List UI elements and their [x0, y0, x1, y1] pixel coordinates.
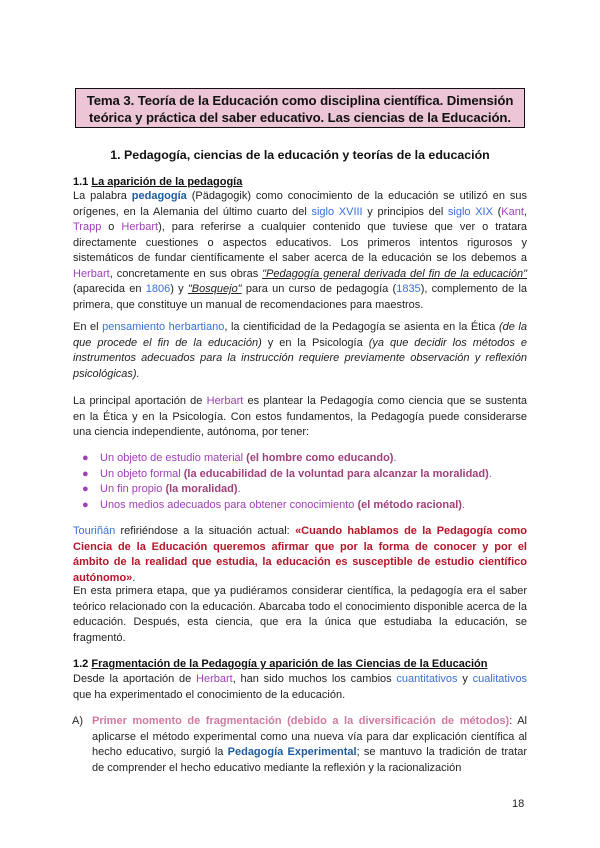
text: para un curso de pedagogía (: [241, 283, 397, 295]
subsection-heading-1-2: [73, 658, 488, 670]
name-herbart: Herbart: [121, 221, 159, 233]
page-number: 18: [512, 798, 525, 810]
paragraph-3: [73, 394, 527, 441]
text: .: [237, 483, 241, 495]
text: , la cientificidad de la Pedagogía se asienta en la Ética: [224, 321, 499, 333]
text: , concretamente en sus obras: [109, 267, 263, 280]
subsection-heading-1-1: [73, 176, 242, 188]
list-marker: A): [72, 715, 83, 727]
ordered-item-a: [72, 714, 528, 776]
term-pedagogia-experimental: Pedagogía Experimental: [227, 746, 357, 758]
subsection-title: La aparición de la pedagogía: [91, 176, 243, 188]
text: , han sido muchos los cambios: [232, 673, 397, 685]
text: Un objeto formal: [100, 467, 184, 480]
paragraph-2: [73, 320, 527, 382]
term-cuantitativos: cuantitativos: [396, 673, 458, 685]
bullet-icon: ●: [82, 498, 89, 511]
chapter-title-box: [75, 88, 525, 128]
text: .: [132, 571, 136, 584]
list-item: [80, 451, 520, 467]
paragraph-1: [73, 189, 527, 313]
text: : Al aplicarse el método experimental como una nueva vía para dar explicación científica al hecho educativo, surgió la: [92, 715, 527, 758]
text: La palabra: [73, 190, 132, 202]
text: Desde la aportación de: [73, 673, 197, 685]
text: ), para referirse a cualquier contenido que tuviese que ver o tratara directamente cuestiones o aspectos educativos. Los primeros intentos rigurosos y sistemáticos de fundar científicamente el saber acerca de la educación se los debemos a: [73, 221, 527, 264]
text: (Pädagogik) como conocimiento de la educación se utilizó en sus orígenes, en la Alemania del último cuarto del: [73, 190, 527, 218]
text: (aparecida en: [73, 283, 146, 295]
term-siglo-xix: siglo XIX: [447, 205, 493, 218]
text: En el: [73, 321, 103, 333]
italic-note: (ya que decidir los métodos e instrumentos adecuados para la instrucción requiere previamente observación y reflexión psicológicas).: [73, 336, 527, 380]
text: es plantear la Pedagogía como ciencia que se sustenta en la Ética y en la Psicología. Con estos fundamentos, la Pedagogía puede considerarse una ciencia independiente, autónoma, por tener:: [73, 395, 527, 438]
text: .: [461, 498, 466, 511]
bold-text: (el método racional): [357, 498, 462, 511]
work-title-1: "Pedagogía general derivada del fin de la educación": [262, 267, 527, 280]
bullet-icon: ●: [82, 467, 89, 480]
text: (: [492, 205, 502, 218]
text: ) y: [170, 283, 188, 295]
term-pensamiento-herbartiano: pensamiento herbartiano: [102, 321, 225, 333]
item-heading: Primer momento de fragmentación (debido a la diversificación de métodos): [92, 715, 510, 727]
name-kant: Kant: [501, 205, 524, 218]
text: o: [101, 221, 122, 233]
subsection-number: 1.2: [73, 658, 89, 670]
bold-text: (el hombre como educando): [246, 452, 394, 464]
name-trapp: Trapp: [73, 221, 102, 233]
text: y: [457, 673, 473, 685]
bullet-list: [80, 451, 520, 513]
paragraph-6: [73, 672, 527, 703]
name-herbart: Herbart: [73, 267, 110, 280]
text: .: [488, 467, 492, 480]
name-tourinan: Touriñán: [73, 525, 116, 537]
term-pedagogia: pedagogía: [131, 190, 187, 202]
text: ,: [523, 205, 527, 218]
paragraph-5: En esta primera etapa, que ya pudiéramos considerar científica, la pedagogía era el saber teórico relacionado con la educación. Abarcaba todo el conocimiento disponible acerca de la educación. Después, esta ciencia, que era la única que estudiaba la educación, se fragmentó.: [73, 585, 527, 644]
text: ; se mantuvo la tradición de tratar de comprender el hecho educativo mediante la reflexión y la racionalización: [92, 746, 528, 774]
year-1835: 1835: [396, 283, 421, 295]
list-item: [80, 482, 520, 498]
text: y en la Psicología: [261, 336, 369, 349]
name-herbart: Herbart: [196, 673, 233, 685]
list-item: [80, 498, 520, 514]
bold-text: (la educabilidad de la voluntad para alcanzar la moralidad): [183, 467, 489, 480]
subsection-title: Fragmentación de la Pedagogía y aparición de las Ciencias de la Educación: [91, 658, 488, 670]
paragraph-4: [73, 524, 527, 586]
bold-text: (la moralidad): [165, 483, 238, 495]
text: La principal aportación de: [73, 395, 207, 407]
list-item: [80, 467, 520, 483]
italic-note: (de la que procede el fin de la educación): [73, 321, 527, 349]
term-siglo-xviii: siglo XVIII: [311, 205, 363, 218]
section-heading: 1. Pedagogía, ciencias de la educación y teorías de la educación: [110, 148, 490, 162]
year-1806: 1806: [145, 283, 171, 295]
text: refiriéndose a la situación actual:: [115, 525, 296, 537]
text: Unos medios adecuados para obtener conocimiento: [100, 498, 358, 511]
work-title-2: "Bosquejo": [187, 283, 242, 295]
text: ), complemento de la primera, que constituye un manual de recomendaciones para maestros.: [73, 283, 528, 311]
quote: «Cuando hablamos de la Pedagogía como Ciencia de la Educación queremos afirmar que por la forma de conocer y por el ámbito de la realidad que estudia, la educación es susceptible de estudio científico autónomo»: [73, 525, 527, 584]
text: Un objeto de estudio material: [100, 452, 247, 464]
chapter-title-line1: Tema 3. Teoría de la Educación como disciplina científica. Dimensión: [86, 93, 514, 108]
chapter-title-line2: teórica y práctica del saber educativo. Las ciencias de la Educación.: [89, 110, 511, 125]
term-cualitativos: cualitativos: [472, 673, 528, 685]
bullet-icon: ●: [82, 452, 89, 464]
text: .: [393, 452, 397, 464]
text: que ha experimentado el conocimiento de la educación.: [73, 688, 346, 701]
subsection-number: 1.1: [73, 176, 89, 188]
text: Un fin propio: [100, 483, 166, 495]
bullet-icon: ●: [82, 483, 89, 495]
text: y principios del: [362, 205, 448, 218]
name-herbart: Herbart: [206, 395, 244, 407]
